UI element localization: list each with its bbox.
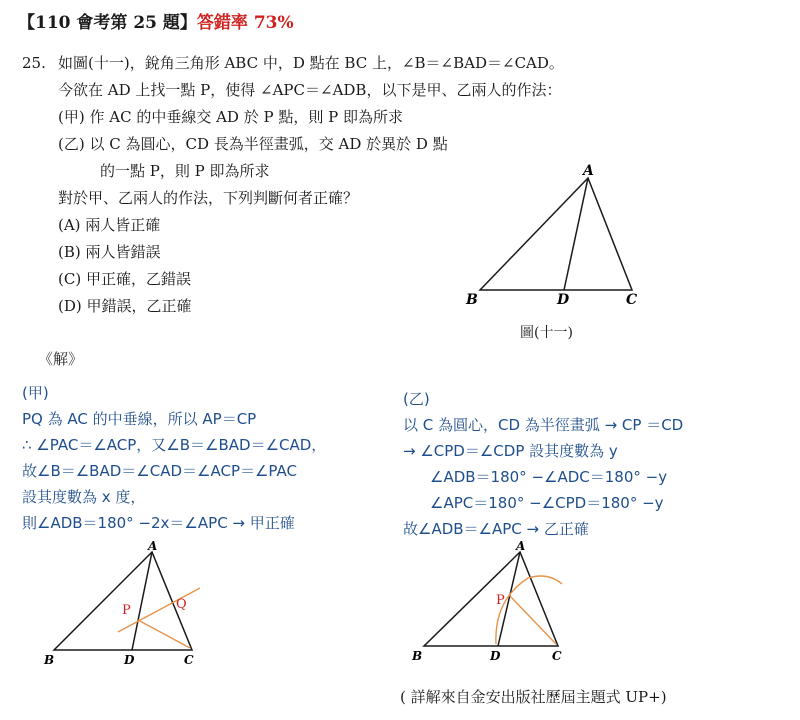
method-jia: (甲) 作 AC 的中垂線交 AD 於 P 點，則 P 即為所求 — [58, 108, 403, 126]
label-c-yi: C — [552, 649, 562, 663]
figure-jia — [40, 540, 220, 670]
label-q-jia: Q — [176, 597, 187, 612]
option-a[interactable]: (A) 兩人皆正確 — [58, 216, 161, 234]
question-prompt: 對於甲、乙兩人的作法，下列判斷何者正確？ — [58, 189, 359, 207]
segment-ad-jia — [132, 552, 152, 650]
label-b-jia: B — [44, 653, 55, 667]
label-c: C — [626, 292, 638, 308]
solution-jia-title: (甲) — [22, 384, 49, 402]
figure-caption: 圖(十一) — [520, 325, 573, 341]
option-c[interactable]: (C) 甲正確，乙錯誤 — [58, 270, 191, 288]
label-p-jia: P — [122, 603, 131, 618]
question-line-1: 如圖(十一)，銳角三角形 ABC 中，D 點在 BC 上，∠B＝∠BAD＝∠CAD。 — [58, 54, 564, 72]
solution-yi-line-4: ∠APC＝180° −∠CPD＝180° −y — [430, 494, 664, 512]
option-d[interactable]: (D) 甲錯誤，乙正確 — [58, 297, 192, 315]
label-a-yi: A — [516, 540, 526, 553]
label-c-jia: C — [184, 653, 194, 667]
solution-yi-title: (乙) — [403, 390, 430, 408]
solution-yi-line-2: → ∠CPD＝∠CDP 設其度數為 y — [403, 442, 618, 460]
segment-cp-yi — [510, 596, 556, 644]
triangle-abc — [480, 178, 632, 290]
source-note: ( 詳解來自金安出版社歷屆主題式 UP+) — [400, 688, 667, 706]
label-a-jia: A — [148, 540, 158, 553]
triangle-abc-jia — [54, 552, 192, 650]
label-b-yi: B — [412, 649, 423, 663]
question-line-2: 今欲在 AD 上找一點 P，使得 ∠APC＝∠ADB，以下是甲、乙兩人的作法： — [58, 81, 562, 99]
triangle-abc-yi — [424, 552, 558, 646]
solution-jia-line-3: 故∠B＝∠BAD＝∠CAD＝∠ACP＝∠PAC — [22, 462, 297, 480]
label-d-yi: D — [490, 649, 501, 663]
segment-ad — [564, 178, 588, 290]
method-yi-cont: 的一點 P，則 P 即為所求 — [100, 162, 270, 180]
problem-source: 【110 會考第 25 題】 — [18, 13, 197, 33]
option-b[interactable]: (B) 兩人皆錯誤 — [58, 243, 161, 261]
solution-jia-line-5: 則∠ADB＝180° −2x＝∠APC → 甲正確 — [22, 514, 295, 532]
error-rate: 答錯率 73% — [196, 13, 294, 33]
solution-heading: 《解》 — [38, 350, 84, 368]
figure-yi — [410, 540, 590, 670]
question-number: 25. — [22, 54, 46, 72]
label-d: D — [557, 292, 570, 308]
solution-yi-line-3: ∠ADB＝180° −∠ADC＝180° −y — [430, 468, 668, 486]
solution-yi-line-5: 故∠ADB＝∠APC → 乙正確 — [403, 520, 589, 538]
solution-jia-line-1: PQ 為 AC 的中垂線，所以 AP＝CP — [22, 410, 257, 428]
figure-eleven — [460, 160, 660, 320]
solution-yi-line-1: 以 C 為圓心，CD 為半徑畫弧 → CP ＝CD — [403, 416, 684, 434]
solution-jia-line-4: 設其度數為 x 度， — [22, 488, 146, 506]
problem-title — [18, 8, 294, 33]
label-d-jia: D — [124, 653, 135, 667]
label-a: A — [583, 163, 594, 179]
label-p-yi: P — [496, 593, 505, 608]
method-yi: (乙) 以 C 為圓心，CD 長為半徑畫弧，交 AD 於異於 D 點 — [58, 135, 448, 153]
solution-jia-line-2: ∴ ∠PAC＝∠ACP，又∠B＝∠BAD＝∠CAD， — [22, 436, 327, 454]
label-b: B — [466, 292, 478, 308]
